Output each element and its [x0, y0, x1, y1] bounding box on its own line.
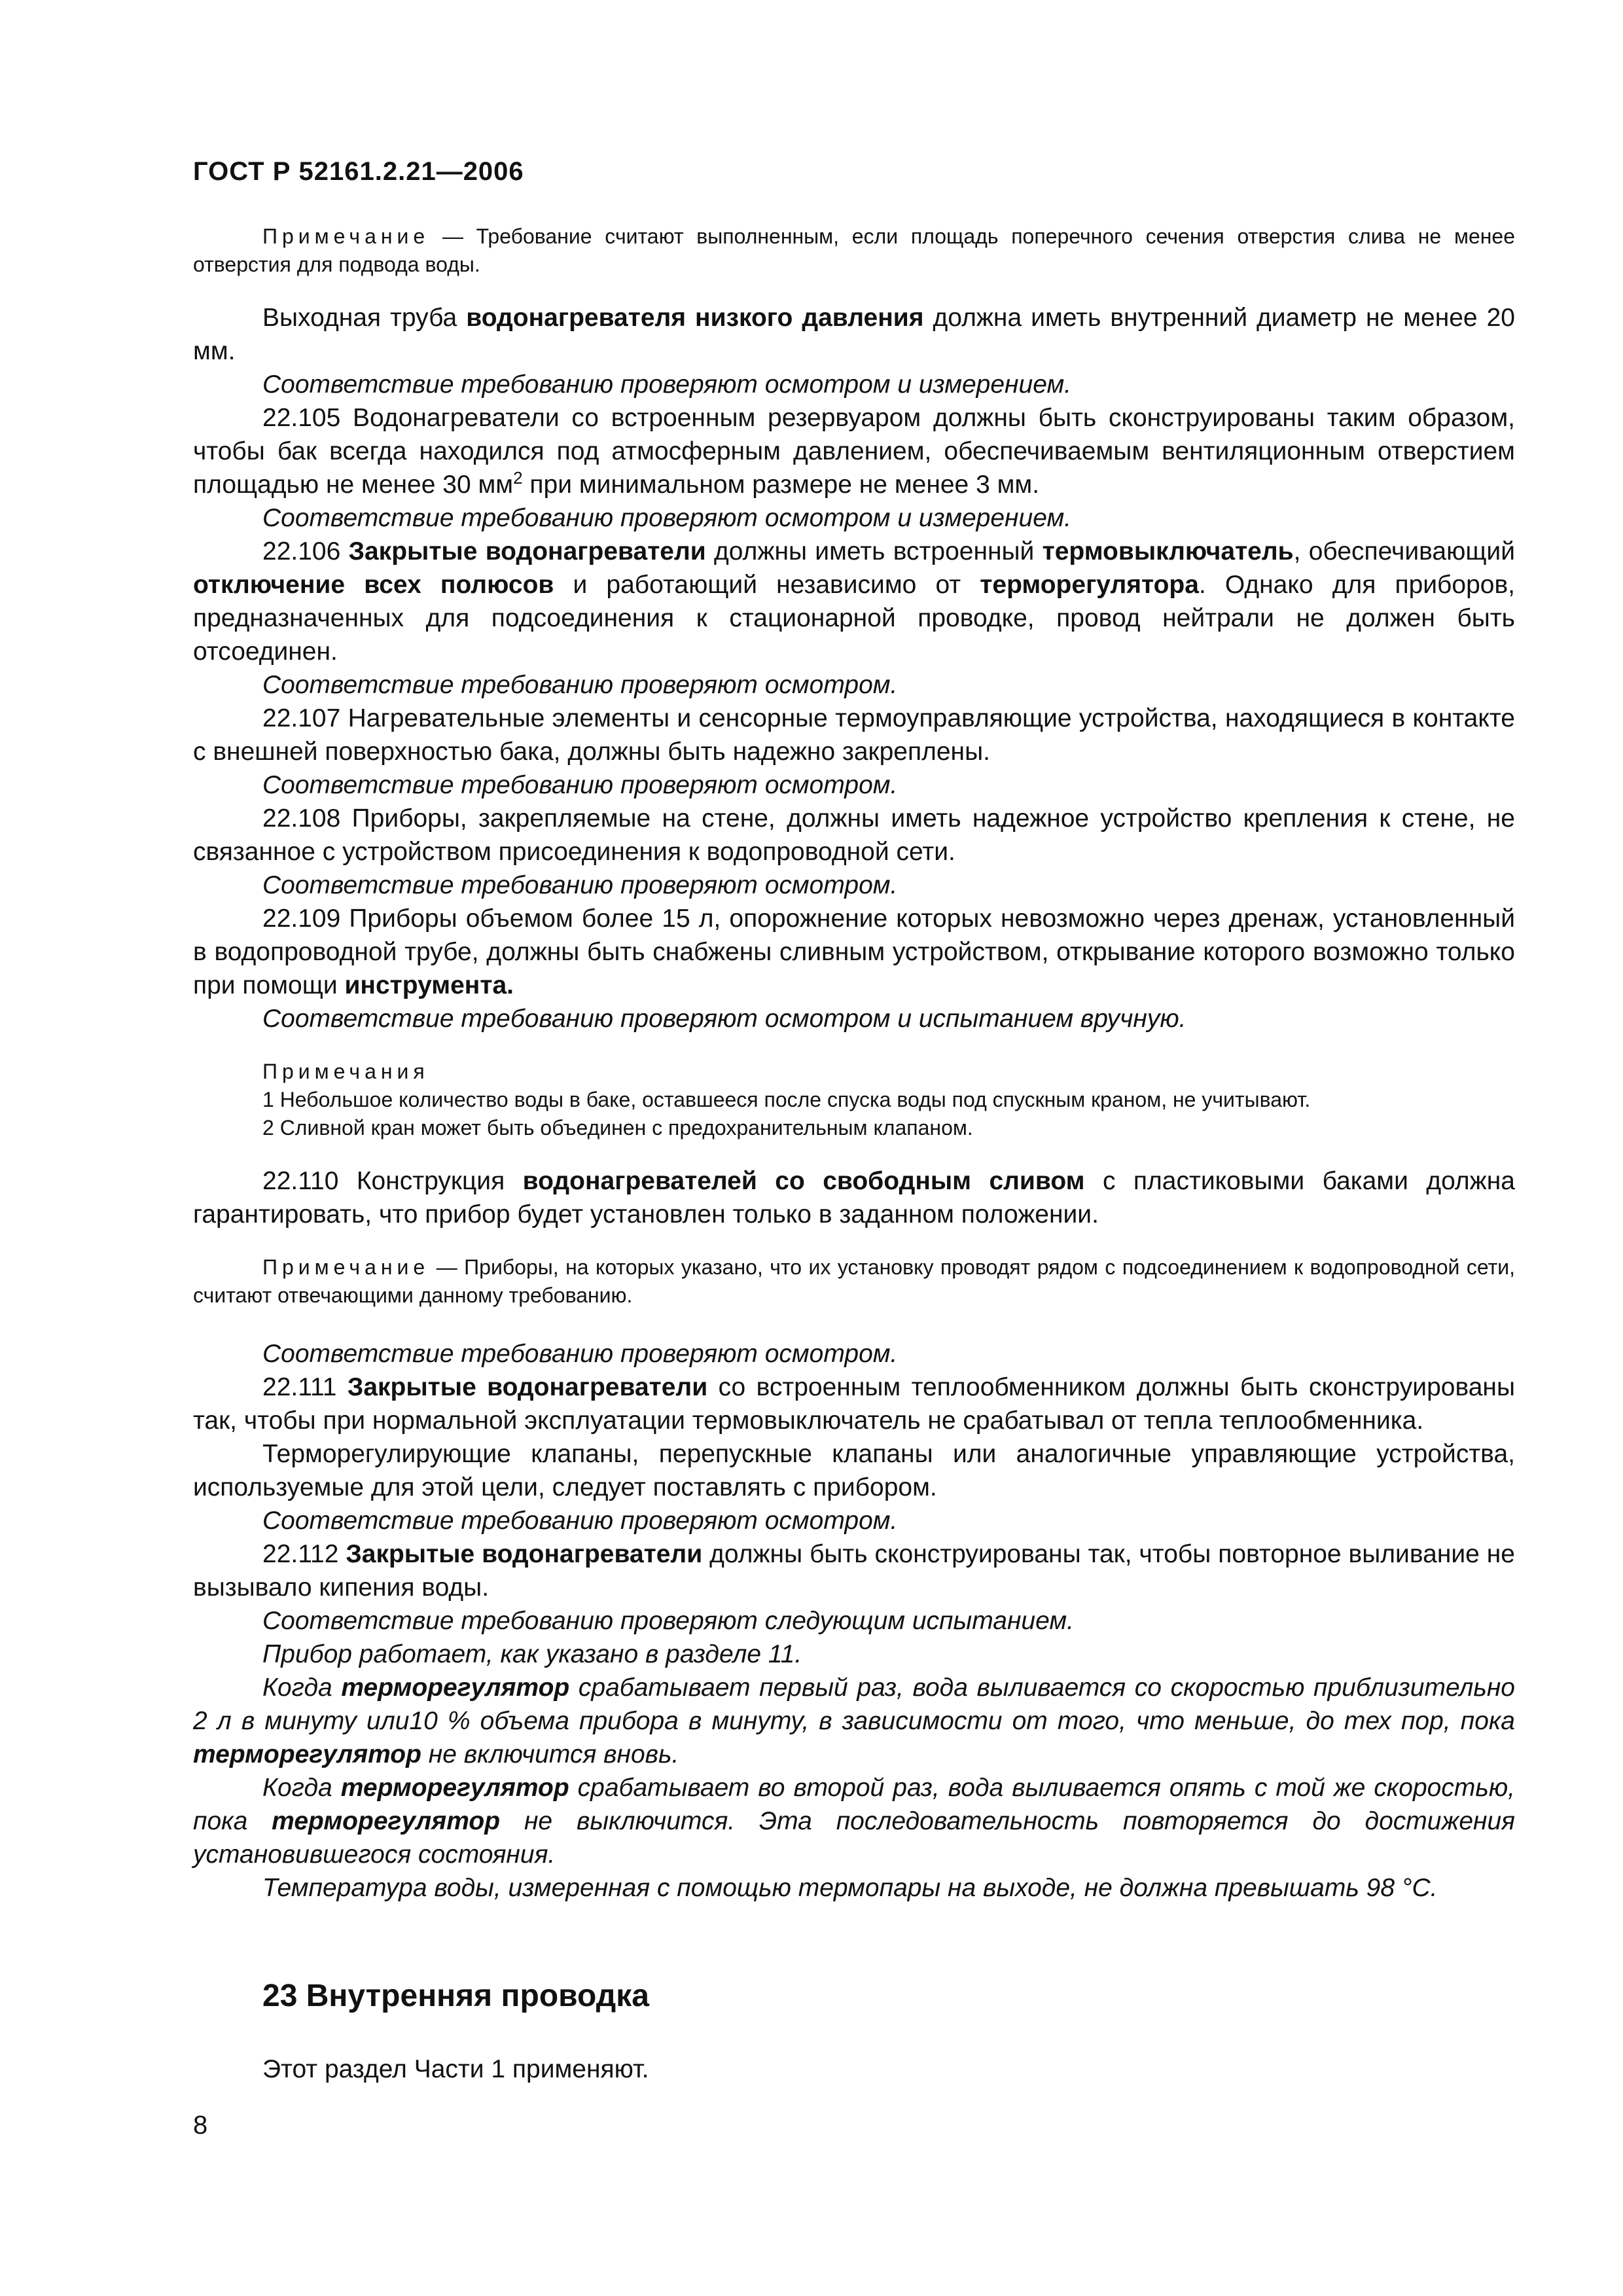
bold-term: терморегулятор	[193, 1740, 421, 1768]
text: срабатывает первый раз, вода выливается со скоростью приблизительно 2 л в минуту или10 % объема прибора в минуту, в зависимости от того, что меньше, до тех пор, пока	[193, 1674, 1515, 1735]
document-header: ГОСТ Р 52161.2.21—2006	[193, 157, 524, 186]
superscript: 2	[513, 468, 523, 488]
document-page	[193, 157, 1515, 2086]
text: 22.110 Конструкция	[262, 1167, 523, 1195]
paragraph-outlet-pipe	[193, 301, 1515, 368]
notes-label	[193, 1058, 1515, 1086]
bold-term: водонагревателей со свободным сливом	[522, 1167, 1085, 1195]
text: Когда	[262, 1774, 341, 1802]
text: и работающий независимо от	[554, 571, 980, 599]
note-item-2: 2 Сливной кран может быть объединен с предохранительным клапаном.	[262, 1116, 973, 1139]
bold-term: инструмента.	[344, 971, 514, 999]
compliance-check: Соответствие требованию проверяют осмотром и испытанием вручную.	[262, 1005, 1186, 1033]
clause-22-110	[193, 1164, 1515, 1231]
note-label: Примечание	[262, 1255, 430, 1279]
clause-22-112	[193, 1537, 1515, 1604]
compliance-check: Соответствие требованию проверяют осмотром и измерением.	[262, 504, 1072, 532]
text: должна иметь внутренний диаметр не менее 20 мм.	[193, 304, 1515, 365]
text: 22.106	[262, 537, 349, 565]
bold-term: водонагревателя низкого давления	[466, 304, 924, 332]
bold-term: отключение всех полюсов	[193, 571, 554, 599]
note-item-1: 1 Небольшое количество воды в баке, оставшееся после спуска воды под спускным краном, не учитывают.	[262, 1088, 1311, 1111]
text: 22.109 Приборы объемом более 15 л, опорожнение которых невозможно через дренаж, установленный в водопроводной трубе, должны быть снабжены сливным устройством, открывание которого возможно только при помощи	[193, 905, 1515, 999]
bold-term: терморегулятор	[340, 1774, 569, 1802]
paragraph-valves: Терморегулирующие клапаны, перепускные клапаны или аналогичные управляющие устройства, используемые для этой цели, следует поставлять с прибором.	[193, 1440, 1515, 1501]
test-operation: Прибор работает, как указано в разделе 11.	[262, 1640, 802, 1668]
clause-22-109	[193, 902, 1515, 1002]
note-text: — Требование считают выполненным, если площадь поперечного сечения отверстия слива не менее отверстия для подвода воды.	[193, 224, 1516, 276]
text: 22.111	[262, 1373, 348, 1401]
compliance-check: Соответствие требованию проверяют осмотром.	[262, 871, 898, 899]
compliance-check: Соответствие требованию проверяют осмотром.	[262, 1507, 898, 1535]
section-text: Этот раздел Части 1 применяют.	[262, 2055, 649, 2083]
note	[193, 223, 1515, 279]
compliance-check: Соответствие требованию проверяют осмотром и измерением.	[262, 370, 1072, 399]
bold-term: Закрытые водонагреватели	[347, 1373, 708, 1401]
text: Выходная труба	[262, 304, 467, 332]
text: должны иметь встроенный	[705, 537, 1043, 565]
page-number: 8	[193, 2111, 208, 2140]
text: 22.105 Водонагреватели со встроенным резервуаром должны быть сконструированы таким образом, чтобы бак всегда находился под атмосферным давлением, обеспечиваемым вентиляционным отверстием площадью не менее 30 мм	[193, 404, 1515, 499]
compliance-check: Соответствие требованию проверяют осмотром.	[262, 671, 898, 699]
text: не выключится. Эта последовательность повторяется до достижения установившегося состояния.	[193, 1807, 1515, 1869]
text: не включится вновь.	[421, 1740, 679, 1768]
bold-term: терморегулятор	[341, 1674, 570, 1702]
text: со встроенным теплообменником должны быть сконструированы так, чтобы при нормальной эксплуатации термовыключатель не срабатывал от тепла теплообменника.	[193, 1373, 1515, 1435]
text: при минимальном размере не менее 3 мм.	[522, 471, 1040, 499]
bold-term: Закрытые водонагреватели	[346, 1540, 703, 1568]
text: . Однако для приборов, предназначенных для подсоединения к стационарной проводке, провод нейтрали не должен быть отсоединен.	[193, 571, 1516, 666]
clause-22-105	[193, 401, 1515, 501]
text: с пластиковыми баками должна гарантировать, что прибор будет установлен только в заданном положении.	[193, 1167, 1515, 1229]
compliance-check: Соответствие требованию проверяют осмотром.	[262, 1340, 898, 1368]
test-first-cycle	[193, 1671, 1515, 1771]
text: Когда	[262, 1674, 342, 1702]
text: должны быть сконструированы так, чтобы повторное выливание не вызывало кипения воды.	[193, 1540, 1515, 1602]
compliance-check: Соответствие требованию проверяют осмотром.	[262, 771, 898, 799]
note	[193, 1253, 1515, 1310]
text: , обеспечивающий	[1293, 537, 1516, 565]
section-heading: 23 Внутренняя проводка	[262, 1979, 649, 2013]
bold-term: терморегулятора	[980, 571, 1199, 599]
bold-term: терморегулятор	[272, 1807, 501, 1835]
compliance-check: Соответствие требованию проверяют следующим испытанием.	[262, 1607, 1074, 1635]
bold-term: Закрытые водонагреватели	[348, 537, 706, 565]
text: 22.112	[262, 1540, 346, 1568]
clause-22-111	[193, 1371, 1515, 1437]
text: срабатывает во второй раз, вода выливается опять с той же скоростью, пока	[193, 1774, 1515, 1835]
note-text: — Приборы, на которых указано, что их установку проводят рядом с подсоединением к водопроводной сети, считают отвечающими данному требованию.	[193, 1255, 1515, 1307]
clause-22-108: 22.108 Приборы, закрепляемые на стене, должны иметь надежное устройство крепления к стене, не связанное с устройством присоединения к водопроводной сети.	[193, 804, 1515, 866]
note-label: Примечание	[262, 224, 430, 248]
bold-term: термовыключатель	[1042, 537, 1294, 565]
clause-22-107: 22.107 Нагревательные элементы и сенсорные термоуправляющие устройства, находящиеся в контакте с внешней поверхностью бака, должны быть надежно закреплены.	[193, 704, 1515, 766]
notes-heading: Примечания	[262, 1060, 429, 1083]
clause-22-106	[193, 535, 1515, 668]
test-second-cycle	[193, 1771, 1515, 1871]
test-temperature: Температура воды, измеренная с помощью термопары на выходе, не должна превышать 98 °С.	[262, 1874, 1438, 1902]
